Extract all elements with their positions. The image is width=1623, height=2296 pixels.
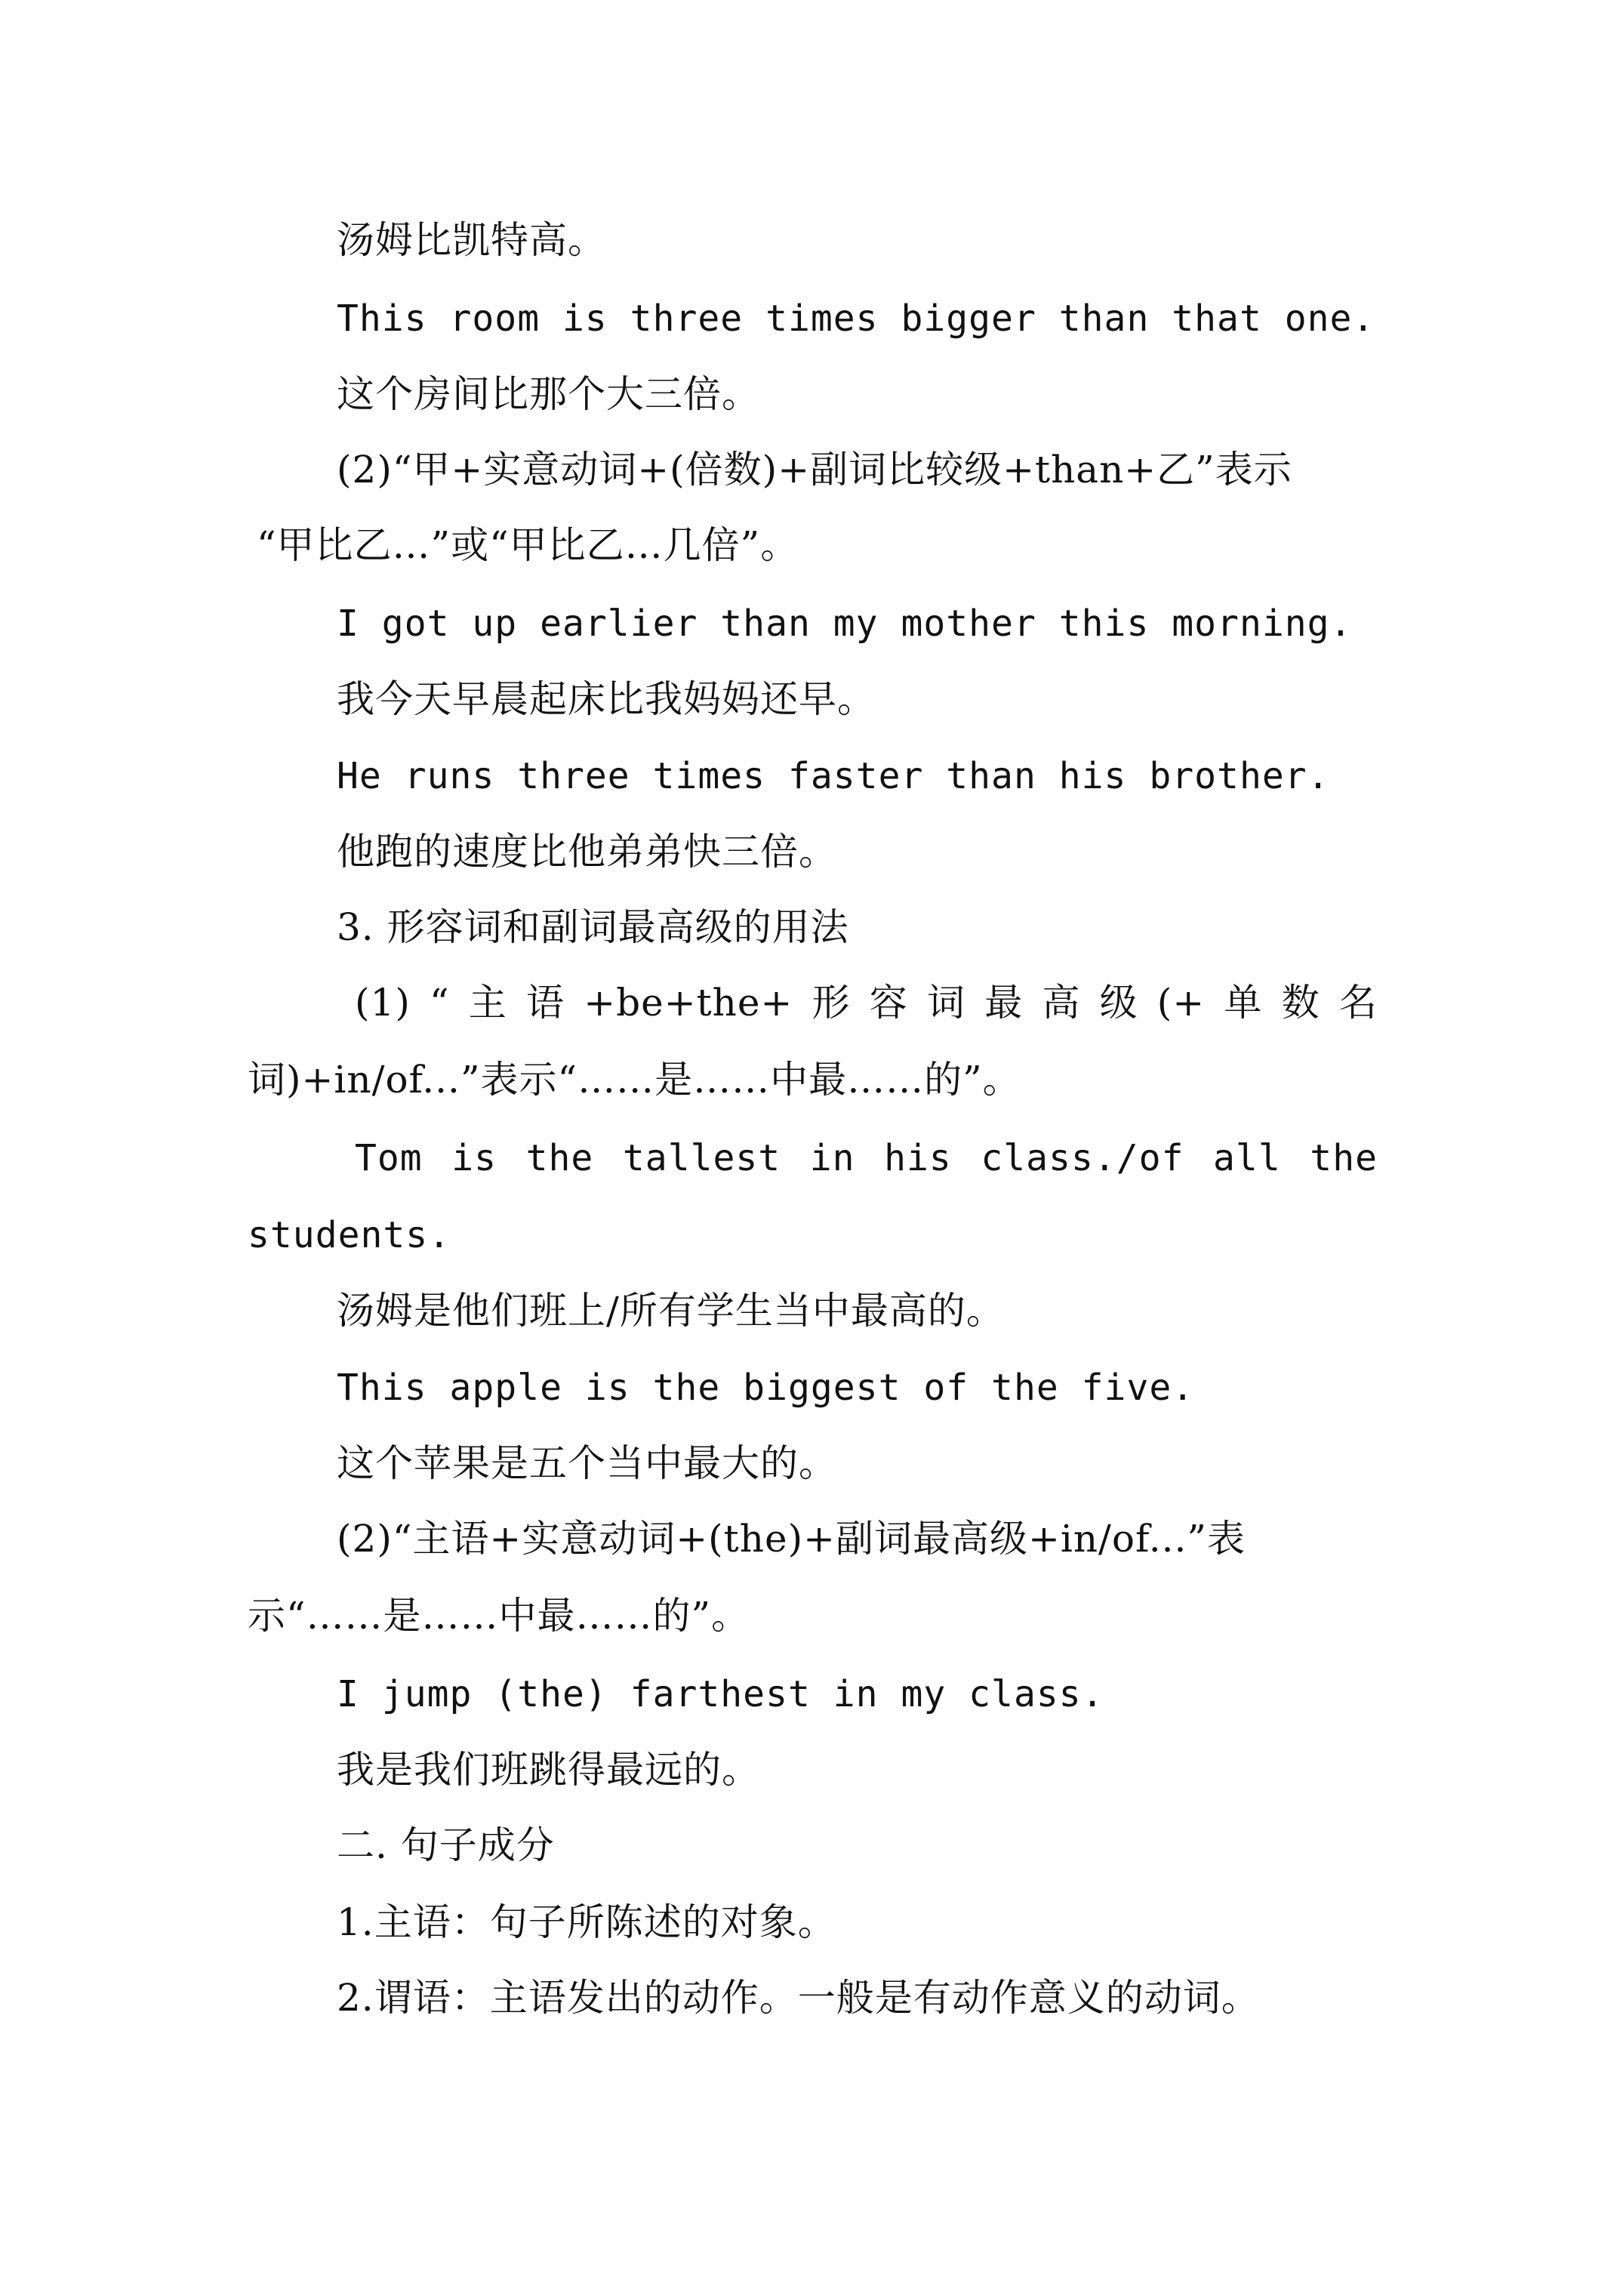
text-line: 这个房间比那个大三倍。 xyxy=(337,372,760,416)
text-line: 我今天早晨起床比我妈妈还早。 xyxy=(337,677,876,721)
text-line: 汤姆比凯特高。 xyxy=(337,218,606,262)
text-line: I jump (the) farthest in my class. xyxy=(337,1673,1104,1715)
text-line: 词)+in/of...”表示“……是……中最……的”。 xyxy=(248,1058,1021,1102)
text-line: 汤姆是他们班上/所有学生当中最高的。 xyxy=(337,1289,1005,1333)
text-token: Tom xyxy=(355,1137,423,1179)
text-token: (1) xyxy=(355,981,411,1025)
text-token: 数 xyxy=(1281,981,1320,1025)
text-line: 示“……是……中最……的”。 xyxy=(248,1594,750,1638)
text-token: is xyxy=(451,1137,497,1179)
text-line: He runs three times faster than his brother. xyxy=(337,755,1330,797)
text-token: “ xyxy=(430,981,450,1025)
text-token: his xyxy=(884,1137,952,1179)
text-token: 词 xyxy=(926,981,965,1025)
text-token: class./of xyxy=(981,1137,1184,1179)
text-token: 名 xyxy=(1338,981,1378,1025)
text-line: 2.谓语：主语发出的动作。一般是有动作意义的动词。 xyxy=(337,1976,1260,2020)
text-token: 最 xyxy=(984,981,1024,1025)
text-line: 这个苹果是五个当中最大的。 xyxy=(337,1441,837,1485)
text-line: I got up earlier than my mother this morning. xyxy=(337,603,1353,645)
text-token: 级 xyxy=(1099,981,1138,1025)
text-token: 主 xyxy=(468,981,507,1025)
text-line: “甲比乙…”或“甲比乙…几倍”。 xyxy=(257,523,799,567)
text-token: all xyxy=(1213,1137,1281,1179)
text-token: 容 xyxy=(869,981,908,1025)
section-heading: 3. 形容词和副词最高级的用法 xyxy=(337,905,849,949)
text-token: 高 xyxy=(1042,981,1081,1025)
text-line-justified xyxy=(355,980,1378,1025)
text-token: the xyxy=(1310,1137,1378,1179)
text-line: (2)“主语+实意动词+(the)+副词最高级+in/of...”表 xyxy=(337,1517,1246,1561)
text-token: +be+the+ xyxy=(584,981,793,1025)
text-line: 我是我们班跳得最远的。 xyxy=(337,1748,760,1792)
text-line: This apple is the biggest of the five. xyxy=(337,1367,1195,1409)
text-line: 他跑的速度比他弟弟快三倍。 xyxy=(337,830,837,874)
text-token: 语 xyxy=(526,981,565,1025)
text-line-justified xyxy=(355,1136,1378,1181)
text-line: 1.主语：句子所陈述的对象。 xyxy=(337,1900,836,1944)
text-line: (2)“甲+实意动词+(倍数)+副词比较级+than+乙”表示 xyxy=(337,448,1292,492)
text-token: 单 xyxy=(1224,981,1263,1025)
text-token: in xyxy=(809,1137,855,1179)
text-token: tallest xyxy=(622,1137,781,1179)
text-token: 形 xyxy=(812,981,851,1025)
section-heading: 二. 句子成分 xyxy=(337,1823,555,1867)
text-line: This room is three times bigger than that one. xyxy=(337,297,1375,340)
text-line: students. xyxy=(248,1214,451,1256)
text-token: (+ xyxy=(1156,981,1206,1025)
text-token: the xyxy=(525,1137,594,1179)
